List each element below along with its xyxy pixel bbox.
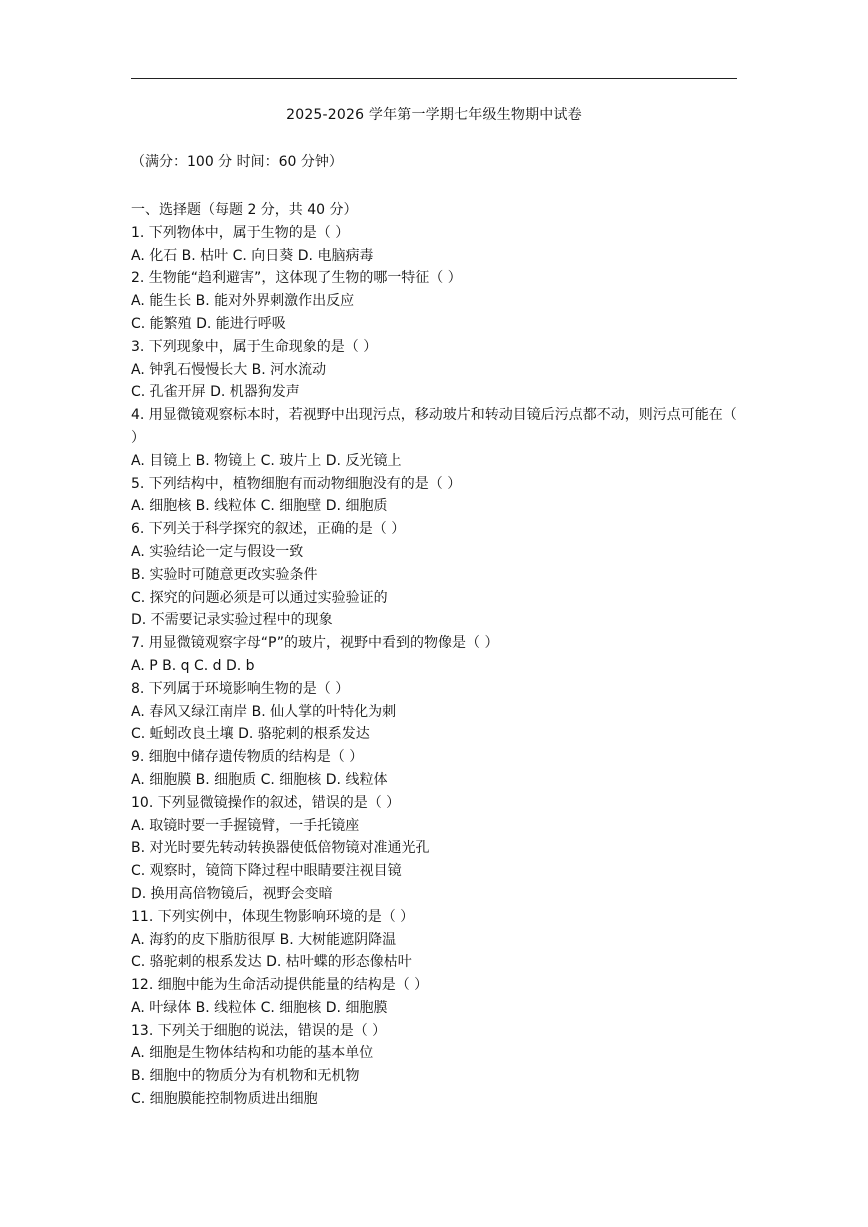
answer-options: A. P B. q C. d D. b <box>131 657 255 674</box>
question-text: 10. 下列显微镜操作的叙述，错误的是（ ） <box>131 794 401 811</box>
question-text: 5. 下列结构中，植物细胞有而动物细胞没有的是（ ） <box>131 475 462 492</box>
answer-options: A. 海豹的皮下脂肪很厚 B. 大树能遮阴降温 <box>131 931 397 948</box>
question-text: 8. 下列属于环境影响生物的是（ ） <box>131 680 350 697</box>
question-text: 7. 用显微镜观察字母“P”的玻片，视野中看到的物像是（ ） <box>131 635 499 652</box>
answer-options: A. 实验结论一定与假设一致 <box>131 543 304 560</box>
answer-options: B. 细胞中的物质分为有机物和无机物 <box>131 1068 360 1085</box>
exam-meta: （满分：100 分 时间：60 分钟） <box>131 154 343 170</box>
answer-options: A. 春风又绿江南岸 B. 仙人掌的叶特化为刺 <box>131 703 397 720</box>
answer-options: C. 探究的问题必须是可以通过实验验证的 <box>131 589 388 606</box>
answer-options: A. 细胞核 B. 线粒体 C. 细胞壁 D. 细胞质 <box>131 498 388 515</box>
answer-options: C. 观察时，镜筒下降过程中眼睛要注视目镜 <box>131 863 402 880</box>
question-text: 1. 下列物体中，属于生物的是（ ） <box>131 224 350 241</box>
exam-title: 2025-2026 学年第一学期七年级生物期中试卷 <box>286 107 582 123</box>
answer-options: A. 取镜时要一手握镜臂，一手托镜座 <box>131 817 360 834</box>
answer-options: A. 钟乳石慢慢长大 B. 河水流动 <box>131 361 327 378</box>
answer-options: C. 骆驼刺的根系发达 D. 枯叶蝶的形态像枯叶 <box>131 954 412 971</box>
answer-options: A. 能生长 B. 能对外界刺激作出反应 <box>131 293 355 310</box>
question-text: 11. 下列实例中，体现生物影响环境的是（ ） <box>131 908 415 925</box>
header-rule <box>131 78 737 79</box>
answer-options: C. 蚯蚓改良土壤 D. 骆驼刺的根系发达 <box>131 726 370 743</box>
question-text: 9. 细胞中储存遗传物质的结构是（ ） <box>131 749 364 766</box>
answer-options: B. 实验时可随意更改实验条件 <box>131 566 318 583</box>
answer-options: A. 叶绿体 B. 线粒体 C. 细胞核 D. 细胞膜 <box>131 999 388 1016</box>
section-heading: 一、选择题（每题 2 分，共 40 分） <box>131 202 358 218</box>
answer-options: B. 对光时要先转动转换器使低倍物镜对准通光孔 <box>131 840 430 857</box>
question-list <box>131 199 741 1111</box>
answer-options: A. 目镜上 B. 物镜上 C. 玻片上 D. 反光镜上 <box>131 452 402 469</box>
question-text: 2. 生物能“趋利避害”，这体现了生物的哪一特征（ ） <box>131 270 462 287</box>
question-text: 13. 下列关于细胞的说法，错误的是（ ） <box>131 1022 387 1039</box>
answer-options: C. 能繁殖 D. 能进行呼吸 <box>131 315 286 332</box>
question-text: 6. 下列关于科学探究的叙述，正确的是（ ） <box>131 521 406 538</box>
answer-options: A. 细胞是生物体结构和功能的基本单位 <box>131 1045 374 1062</box>
question-text: 4. 用显微镜观察标本时，若视野中出现污点，移动玻片和转动目镜后污点都不动，则污点可能在（ ） <box>131 407 737 446</box>
answer-options: A. 细胞膜 B. 细胞质 C. 细胞核 D. 线粒体 <box>131 771 388 788</box>
answer-options: D. 换用高倍物镜后，视野会变暗 <box>131 885 333 902</box>
question-text: 3. 下列现象中，属于生命现象的是（ ） <box>131 338 378 355</box>
answer-options: A. 化石 B. 枯叶 C. 向日葵 D. 电脑病毒 <box>131 247 374 264</box>
answer-options: D. 不需要记录实验过程中的现象 <box>131 612 333 629</box>
question-text: 12. 细胞中能为生命活动提供能量的结构是（ ） <box>131 977 429 994</box>
answer-options: C. 孔雀开屏 D. 机器狗发声 <box>131 384 300 401</box>
answer-options: C. 细胞膜能控制物质进出细胞 <box>131 1091 318 1108</box>
